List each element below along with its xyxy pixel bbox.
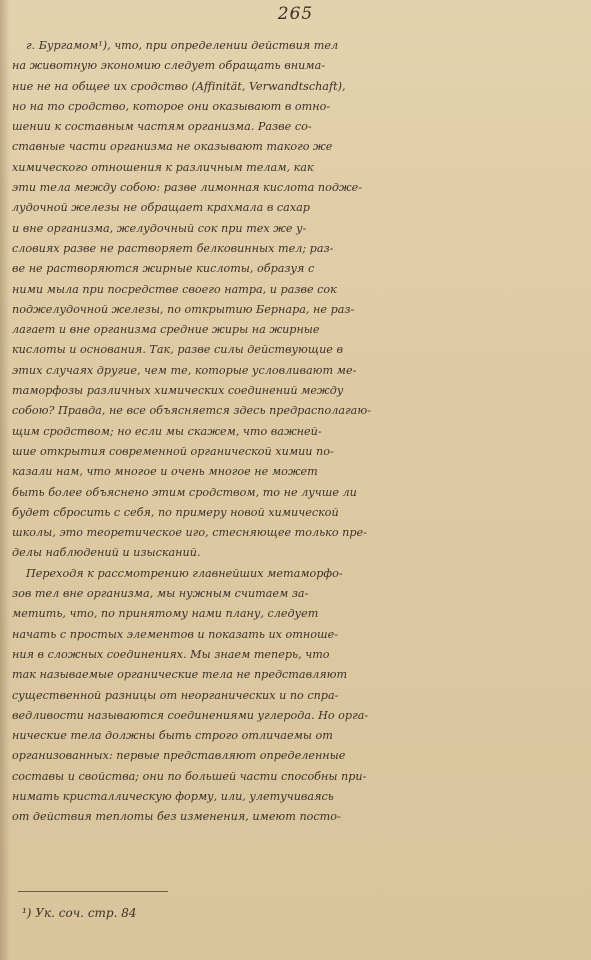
text-line: г. Бургамом¹), что, при определении действия тел	[26, 39, 339, 52]
text-line: существенной разницы от неорганических и по спра-	[12, 688, 339, 702]
text-line: ведливости называются соединениями углерода. Но орга-	[12, 708, 369, 722]
text-line: но на то сродство, которое они оказывают в отно-	[12, 99, 331, 113]
footnote: ¹) Ук. соч. стр. 84	[22, 906, 137, 920]
text-line: и вне организма, желудочный сок при тех же у-	[12, 221, 307, 235]
text-line: будет сбросить с себя, по примеру новой химической	[12, 505, 339, 519]
text-line: этих случаях другие, чем те, которые условливают ме-	[12, 363, 357, 377]
text-line: начать с простых элементов и показать их отноше-	[12, 627, 338, 641]
text-line: таморфозы различных химических соединений между	[12, 384, 344, 398]
text-line: нические тела должны быть строго отличаемы от	[12, 729, 333, 743]
text-line: на животную экономию следует обращать внима-	[12, 59, 326, 73]
text-line: лудочной железы не обращает крахмала в сахар	[12, 201, 310, 215]
text-line: шие открытия современной органической химии по-	[12, 444, 334, 458]
text-line: так называемые органические тела не представляют	[12, 668, 348, 682]
text-line: казали нам, что многое и очень многое не может	[12, 465, 318, 479]
text-line: зов тел вне организма, мы нужным считаем за-	[12, 587, 309, 601]
handwritten-text-block	[12, 36, 572, 828]
page-number: 265	[277, 4, 314, 24]
text-line: словиях разве не растворяет белковинных тел; раз-	[12, 241, 334, 255]
text-line: ние не на общее их сродство (Affinität, Verwandtschaft),	[12, 79, 346, 93]
text-line: составы и свойства; они по большей части способны при-	[12, 769, 367, 783]
text-line: лагает и вне организма средние жиры на жирные	[12, 323, 320, 337]
text-line: быть более объяснено этим сродством, то не лучше ли	[12, 485, 357, 499]
text-line: делы наблюдений и изысканий.	[12, 546, 201, 560]
text-line: шении к составным частям организма. Разве со-	[12, 120, 312, 134]
text-line: ставные части организма не оказывают такого же	[12, 140, 333, 154]
text-line: метить, что, по принятому нами плану, следует	[12, 607, 319, 621]
text-line: собою? Правда, не все объясняется здесь предрасполагаю-	[12, 404, 371, 418]
text-line: от действия теплоты без изменения, имеют посто-	[12, 810, 341, 824]
text-line: организованных: первые представляют определенные	[12, 749, 346, 763]
text-line: ния в сложных соединениях. Мы знаем теперь, что	[12, 647, 330, 661]
text-line: поджелудочной железы, по открытию Бернара, не раз-	[12, 302, 355, 316]
text-line: Переходя к рассмотрению главнейших метаморфо-	[26, 566, 343, 580]
text-line: ними мыла при посредстве своего натра, и разве сок	[12, 282, 337, 296]
text-line: нимать кристаллическую форму, или, улетучиваясь	[12, 789, 334, 803]
text-line: ве не растворяются жирные кислоты, образуя с	[12, 262, 315, 276]
text-line: школы, это теоретическое иго, стесняющее только пре-	[12, 526, 367, 540]
binding-shadow	[0, 0, 10, 960]
text-line: кислоты и основания. Так, разве силы действующие в	[12, 343, 343, 357]
footnote-rule	[18, 891, 168, 892]
text-line: щим сродством; но если мы скажем, что важней-	[12, 424, 322, 438]
text-line: химического отношения к различным телам, как	[12, 160, 314, 174]
text-line: эти тела между собою: разве лимонная кислота подже-	[12, 181, 363, 195]
